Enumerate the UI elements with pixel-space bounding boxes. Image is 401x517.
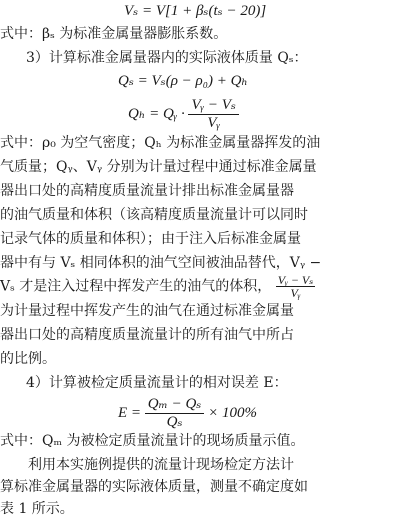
formula-e-left: E = (118, 404, 142, 421)
paragraph-definitions-line-1: 式中：ρ₀ 为空气密度；Qₕ 为标准金属量器挥发的油 (0, 135, 321, 151)
paragraph-definitions-line-10: 的比例。 (0, 351, 56, 367)
inline-ratio-fraction (276, 274, 316, 299)
formula-qh-numerator: Vᵧ − Vₛ (188, 98, 238, 115)
inline-ratio-denominator: Vᵧ (290, 286, 301, 300)
formula-qs: Qₛ = Vₛ(ρ − ρ₀) + Qₕ (118, 73, 248, 89)
inline-ratio-numerator: Vᵧ − Vₛ (277, 273, 314, 287)
paragraph-definitions-line-4: 的油气质量和体积（该高精度质量流量计可以同时 (0, 207, 308, 223)
formula-vs: Vₛ = V[1 + βₛ(tₛ − 20)] (124, 3, 267, 19)
formula-qh-fraction (188, 98, 238, 131)
step-3-heading: 3）计算标准金属量器内的实际液体质量 Qₛ： (26, 50, 308, 66)
formula-e-denominator: Qₛ (166, 414, 183, 430)
paragraph-definitions-line-2: 气质量；Qᵧ、Vᵧ 分别为计量过程中通过标准金属量 (0, 159, 317, 175)
paragraph-definitions-line-3: 器出口处的高精度质量流量计排出标准金属量器 (0, 183, 294, 199)
paragraph-definitions-line-7 (0, 274, 315, 299)
paragraph-definitions-line-5: 记录气体的质量和体积）；由于注入后标准金属量 (0, 231, 301, 247)
formula-qh-denominator: Vᵧ (207, 115, 221, 131)
formula-e-fraction (145, 397, 205, 430)
paragraph-conclusion-line-3: 表 1 所示。 (0, 501, 74, 517)
paragraph-definitions-line-6: 器中有与 Vₛ 相同体积的油气空间被油品替代，Vᵧ − (0, 255, 322, 271)
formula-qh (128, 98, 239, 131)
paragraph-conclusion-line-1: 利用本实施例提供的流量计现场检定方法计 (0, 457, 294, 473)
paragraph-conclusion-line-2: 算标准金属量器的实际液体质量，测量不确定度如 (0, 479, 308, 495)
paragraph-definitions-line-8: 为计量过程中挥发产生的油气在通过标准金属量 (0, 303, 294, 319)
paragraph-beta: 式中：βₛ 为标准金属量器膨胀系数。 (0, 26, 228, 42)
step-4-heading: 4）计算被检定质量流量计的相对误差 E： (26, 375, 288, 391)
line-7-text: Vₛ 才是注入过程中挥发产生的油气的体积， (0, 278, 272, 295)
paragraph-qm: 式中：Qₘ 为被检定质量流量计的现场质量示值。 (0, 433, 305, 449)
paragraph-definitions-line-9: 器出口处的高精度质量流量计的所有油气中所占 (0, 327, 294, 343)
formula-e (118, 397, 257, 430)
formula-e-right: × 100% (208, 404, 257, 421)
formula-qh-left: Qₕ = Qᵧ · (128, 105, 185, 122)
formula-e-numerator: Qₘ − Qₛ (145, 397, 205, 414)
